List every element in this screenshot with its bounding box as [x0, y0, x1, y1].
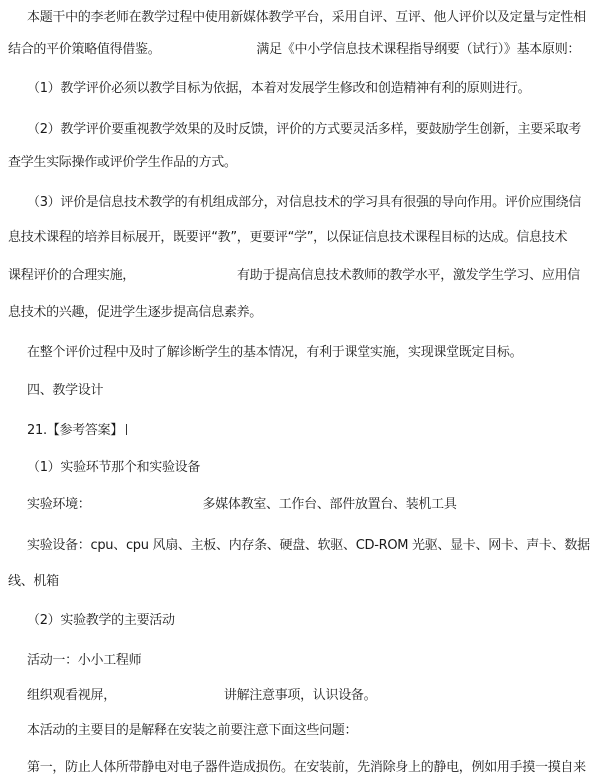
text-line-4: （2）教学评价要重视教学效果的及时反馈，评价的方式要灵活多样，要鼓励学生创新，主要采取考	[27, 122, 582, 137]
text-line-9: 息技术的兴趣，促进学生逐步提高信息素养。	[8, 305, 263, 320]
answer-heading: 21.【参考答案】	[27, 422, 596, 440]
text-line-14: 实验环境： 多媒体教室、工作台、部件放置台、装机工具	[27, 497, 457, 512]
text-line-10: 在整个评价过程中及时了解诊断学生的基本情况，有利于课堂实施，实现课堂既定目标。	[27, 345, 523, 360]
section-heading: 四、教学设计	[27, 383, 104, 398]
text-line-3: （1）教学评价必须以教学目标为依据，本着对发展学生修改和创造精神有利的原则进行。	[27, 81, 531, 96]
text-line-18: 活动一：小小工程师	[27, 653, 142, 668]
text-line-1: 本题干中的李老师在教学过程中使用新媒体教学平台，采用自评、互评、他人评价以及定量与定性相	[27, 10, 586, 25]
text-line-16: 线、机箱	[8, 574, 59, 589]
text-line-2: 结合的平价策略值得借鉴。 满足《中小学信息技术课程指导纲要（试行）》基本原则：	[8, 42, 581, 57]
text-line-15: 实验设备：cpu、cpu 风扇、主板、内存条、硬盘、软驱、CD-ROM 光驱、显卡、网卡、声卡、数据	[27, 538, 590, 553]
text-line-17: （2）实验教学的主要活动	[27, 613, 175, 628]
text-line-8: 课程评价的合理实施， 有助于提高信息技术教师的教学水平，激发学生学习、应用信	[8, 268, 580, 283]
text-line-21: 第一，防止人体所带静电对电子器件造成损伤。在安装前，先消除身上的静电，例如用手摸一摸自来	[27, 760, 586, 775]
text-line-6: （3）评价是信息技术教学的有机组成部分，对信息技术的学习具有很强的导向作用。评价应围绕信	[27, 195, 582, 210]
text-line-5: 查学生实际操作或评价学生作品的方式。	[8, 155, 237, 170]
text-line-13: （1）实验环节那个和实验设备	[27, 460, 201, 475]
cursor-mark	[126, 424, 127, 435]
text-line-7: 息技术课程的培养目标展开，既要评“教”，更要评“学”，以保证信息技术课程目标的达成。信息技术	[8, 230, 568, 245]
text-line-20: 本活动的主要目的是解释在安装之前要注意下面这些问题：	[27, 723, 358, 738]
text-line-19: 组织观看视屏， 讲解注意事项，认识设备。	[27, 688, 377, 703]
